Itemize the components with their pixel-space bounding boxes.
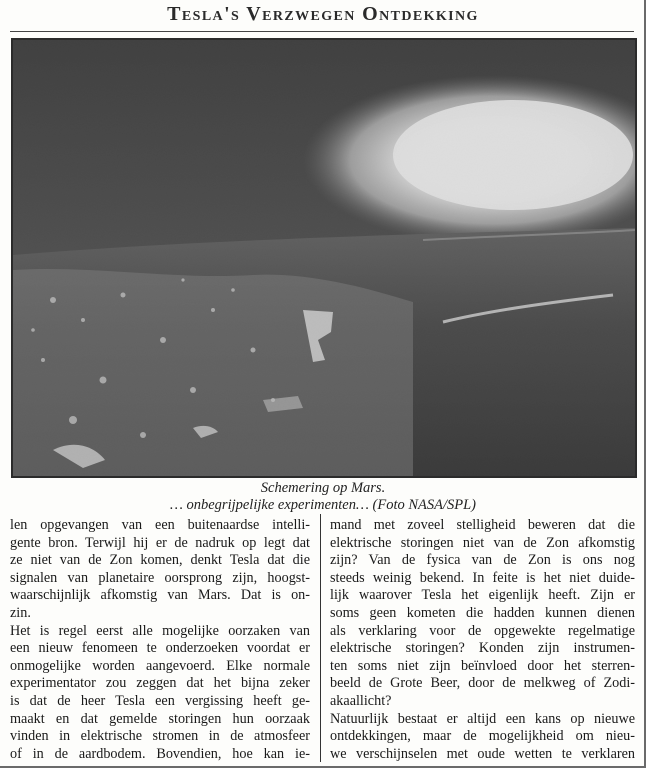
text-line: vinden in elektrische stromen in de atmosfeer bbox=[10, 728, 310, 745]
text-line: ze niet van de Zon komen, denkt Tesla dat die bbox=[10, 552, 310, 569]
left-column bbox=[10, 517, 310, 763]
mars-twilight-photo bbox=[11, 38, 637, 478]
text-line: signalen van planetaire oorsprong zijn, hoogst- bbox=[10, 569, 310, 586]
text-line: gente bron. Terwijl hij er de nadruk op legt dat bbox=[10, 534, 310, 551]
text-line: is dat de heer Tesla een vergissing heeft ge- bbox=[10, 692, 310, 709]
text-line: als verklaring voor de opgewekte regelmatige bbox=[330, 622, 635, 639]
text-line: elektrische storingen niet van de Zon afkomstig bbox=[330, 534, 635, 551]
text-line: elektrische storingen? Konden zijn instrumen- bbox=[330, 640, 635, 657]
running-head: Tesla's Verzwegen Ontdekking bbox=[167, 3, 479, 25]
text-line: len opgevangen van een buitenaardse intelli- bbox=[10, 517, 310, 533]
text-line: ten soms niet zijn beïnvloed door het sterren- bbox=[330, 657, 635, 674]
text-line: Het is regel eerst alle mogelijke oorzaken van bbox=[10, 622, 310, 639]
caption-line-1: Schemering op Mars. bbox=[260, 480, 386, 496]
text-line: ontdekkingen, maar de mogelijkheid om nieu- bbox=[330, 728, 635, 745]
text-line: soms geen kometen die hadden kunnen dienen bbox=[330, 604, 635, 621]
text-line: experimentator zou zeggen dat het bijna zeker bbox=[10, 675, 310, 692]
text-line: zijn? Van de fysica van de Zon is ons nog bbox=[330, 552, 635, 569]
text-line: steeds weinig bekend. In feite is het niet duide- bbox=[330, 569, 635, 586]
text-line: we verschijnselen met oude wetten te verklaren bbox=[330, 745, 635, 762]
text-line: Natuurlijk bestaat er altijd een kans op nieuwe bbox=[330, 710, 635, 727]
text-line: mand met zoveel stelligheid beweren dat die bbox=[330, 517, 635, 533]
text-line: beeld de Grote Beer, door de melkweg of Zodi- bbox=[330, 675, 635, 692]
text-line: lijk waarover Tesla het eigenlijk heeft. Zijn er bbox=[330, 587, 635, 604]
text-line: akaallicht? bbox=[330, 692, 392, 709]
caption-line-2: … onbegrijpelijke experimenten… (Foto NASA/SPL) bbox=[169, 497, 477, 513]
text-line: of in de aardbodem. Bovendien, hoe kan ie- bbox=[10, 745, 310, 762]
text-line: waarschijnlijk afkomstig van Mars. Dat is on- bbox=[10, 587, 310, 604]
text-line: een nieuw fenomeen te onderzoeken voordat er bbox=[10, 640, 310, 657]
text-line: maakt en dat gemelde storingen hun oorzaak bbox=[10, 710, 310, 727]
text-line: zin. bbox=[10, 604, 31, 621]
header-rule bbox=[10, 31, 634, 32]
photo-caption bbox=[0, 480, 646, 514]
column-rule bbox=[320, 514, 321, 762]
right-column bbox=[330, 517, 635, 763]
text-line: onmogelijke worden aangevoerd. Elke normale bbox=[10, 657, 310, 674]
